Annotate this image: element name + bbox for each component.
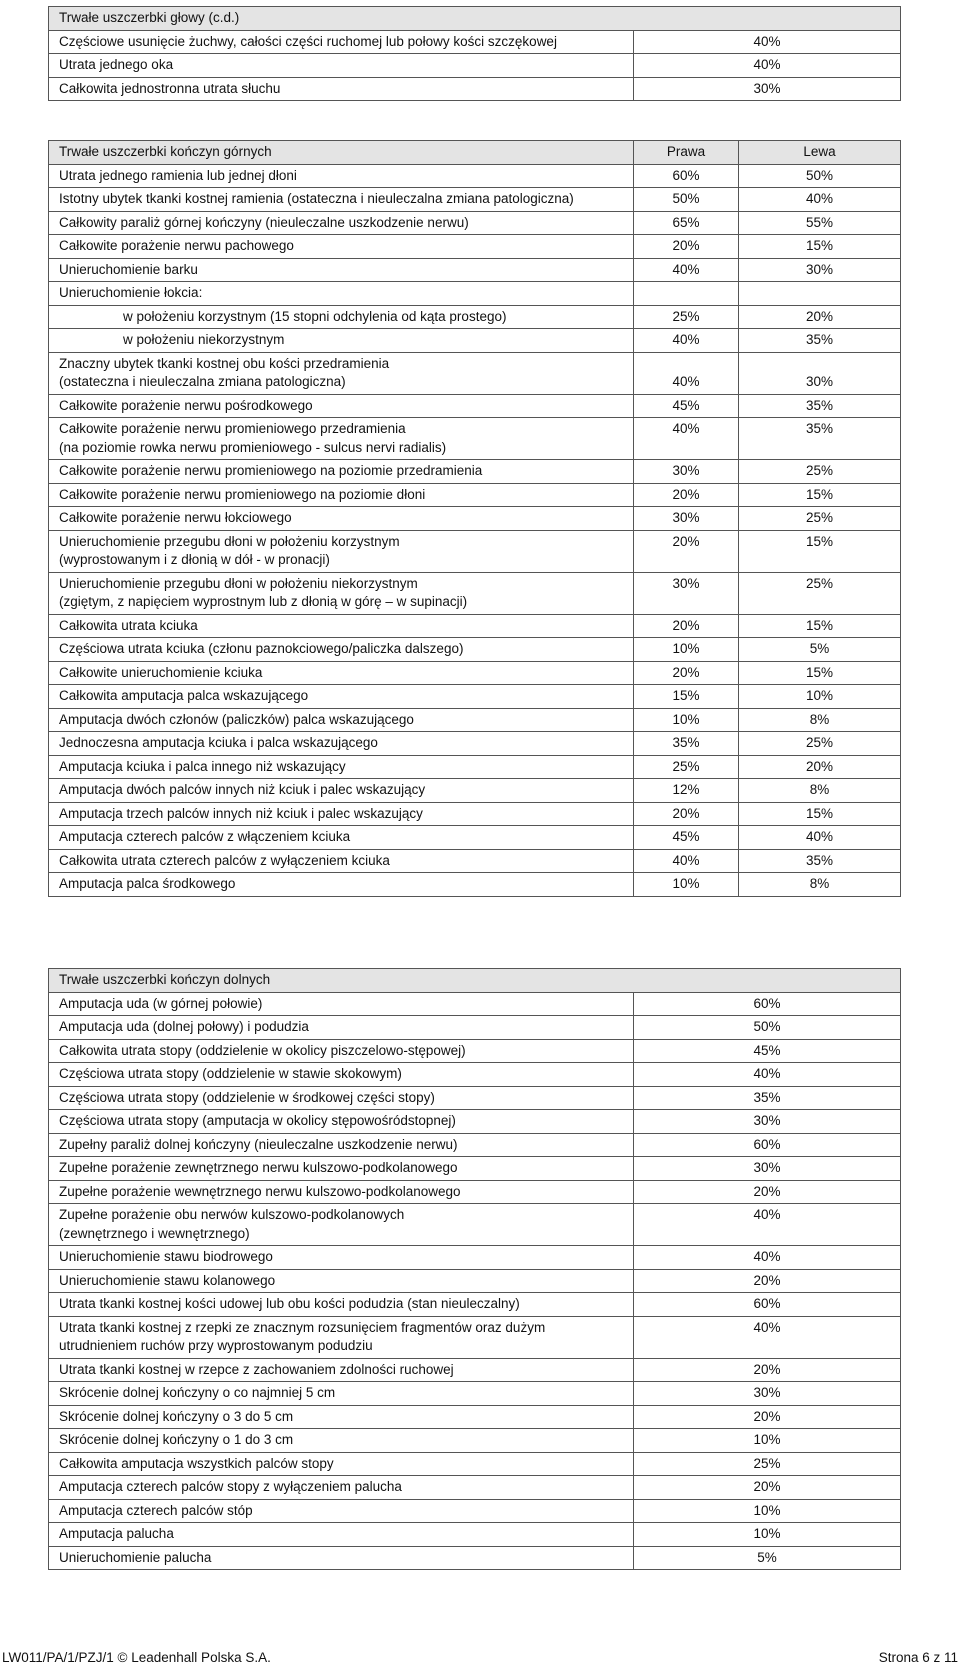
injury-description — [49, 1452, 634, 1476]
right-side-percentage: 20% — [634, 661, 739, 685]
column-header-right: Prawa — [634, 141, 739, 165]
injury-description — [49, 1133, 634, 1157]
injury-description — [49, 826, 634, 850]
injury-description — [49, 1110, 634, 1134]
left-side-percentage: 35% — [739, 418, 901, 460]
table-row — [49, 394, 901, 418]
injury-description — [49, 1546, 634, 1570]
row-label-text: Unieruchomienie palucha — [59, 1549, 212, 1565]
left-side-percentage: 15% — [739, 661, 901, 685]
injury-percentage: 60% — [634, 1293, 901, 1317]
right-side-percentage: 60% — [634, 164, 739, 188]
row-label-text: Całkowita amputacja palca wskazującego — [59, 688, 309, 703]
right-side-percentage: 30% — [634, 572, 739, 614]
injury-description — [49, 1523, 634, 1547]
injury-description — [49, 779, 634, 803]
injury-percentage: 20% — [634, 1269, 901, 1293]
injury-description — [49, 572, 634, 614]
injury-description — [49, 235, 634, 259]
row-label-text: Unieruchomienie przegubu dłoni w położeniu niekorzystnym — [59, 575, 418, 591]
row-label-text: Utrata tkanki kostnej z rzepki ze znacznym rozsunięciem fragmentów oraz dużym — [59, 1319, 546, 1335]
left-side-percentage: 20% — [739, 305, 901, 329]
left-side-percentage: 15% — [739, 802, 901, 826]
injury-description — [49, 1039, 634, 1063]
row-label-text: Całkowite porażenie nerwu pośrodkowego — [59, 397, 313, 413]
right-side-percentage: 20% — [634, 483, 739, 507]
injury-percentage: 30% — [634, 77, 901, 101]
table-row — [49, 1476, 901, 1500]
table-row — [49, 1499, 901, 1523]
section-title: Trwałe uszczerbki kończyn górnych — [49, 141, 634, 165]
injury-description — [49, 77, 634, 101]
injury-description — [49, 30, 634, 54]
injury-description — [49, 460, 634, 484]
injury-percentage: 50% — [634, 1016, 901, 1040]
injury-percentage: 5% — [634, 1546, 901, 1570]
right-side-percentage: 12% — [634, 779, 739, 803]
injury-description — [49, 54, 634, 78]
table-row — [49, 849, 901, 873]
left-side-percentage: 8% — [739, 779, 901, 803]
row-label-text: Amputacja kciuka i palca innego niż wskazujący — [59, 758, 346, 774]
table-row — [49, 258, 901, 282]
row-label-text: Amputacja czterech palców z włączeniem kciuka — [59, 829, 351, 844]
injury-description — [49, 1063, 634, 1087]
row-label-text: Znaczny ubytek tkanki kostnej obu kości przedramienia — [59, 355, 390, 371]
right-side-percentage: 25% — [634, 755, 739, 779]
injury-percentage: 10% — [634, 1499, 901, 1523]
row-label-continuation: (na poziomie rowka nerwu promieniowego - sulcus nervi radialis) — [59, 439, 447, 455]
injury-percentage: 40% — [634, 1316, 901, 1358]
right-side-percentage: 40% — [634, 418, 739, 460]
injury-description — [49, 873, 634, 897]
row-label-continuation: (ostateczna i nieuleczalna zmiana patologiczna) — [59, 374, 346, 389]
table-row — [49, 1269, 901, 1293]
injury-description — [49, 802, 634, 826]
injury-description — [49, 755, 634, 779]
row-label-continuation: utrudnieniem ruchów przy wyprostowanym podudziu — [59, 1338, 373, 1353]
table-row — [49, 282, 901, 306]
left-side-percentage: 5% — [739, 638, 901, 662]
injury-description — [49, 483, 634, 507]
injury-percentage: 20% — [634, 1405, 901, 1429]
right-side-percentage: 50% — [634, 188, 739, 212]
injury-description — [49, 164, 634, 188]
injury-description — [49, 732, 634, 756]
injury-description — [49, 394, 634, 418]
row-label-text: Całkowite porażenie nerwu pachowego — [59, 238, 294, 253]
document-reference: LW011/PA/1/PZJ/1 © Leadenhall Polska S.A. — [2, 1650, 271, 1665]
row-label-text: Całkowita amputacja wszystkich palców stopy — [59, 1455, 334, 1471]
left-side-percentage: 8% — [739, 873, 901, 897]
page-footer — [0, 1650, 960, 1668]
table-row — [49, 1382, 901, 1406]
right-side-percentage — [634, 282, 739, 306]
row-label-continuation: (zgiętym, z napięciem wyprostnym lub z dłonią w górę – w supinacji) — [59, 594, 468, 609]
upper-limbs-table — [48, 140, 901, 897]
injury-description — [49, 329, 634, 353]
injury-description — [49, 1476, 634, 1500]
injury-description — [49, 188, 634, 212]
table-row — [49, 732, 901, 756]
row-label-text: Skrócenie dolnej kończyny o 1 do 3 cm — [59, 1432, 294, 1447]
injury-percentage: 40% — [634, 30, 901, 54]
injury-percentage: 20% — [634, 1358, 901, 1382]
right-side-percentage: 30% — [634, 460, 739, 484]
table-row — [49, 1452, 901, 1476]
right-side-percentage: 20% — [634, 802, 739, 826]
right-side-percentage: 10% — [634, 708, 739, 732]
table-row — [49, 755, 901, 779]
row-label-text: Amputacja czterech palców stóp — [59, 1502, 253, 1518]
left-side-percentage: 15% — [739, 483, 901, 507]
injury-description — [49, 638, 634, 662]
injury-percentage: 45% — [634, 1039, 901, 1063]
left-side-percentage: 25% — [739, 460, 901, 484]
row-label-text: Amputacja palucha — [59, 1526, 174, 1541]
row-label-text: w położeniu korzystnym (15 stopni odchylenia od kąta prostego) — [123, 308, 507, 324]
row-label-text: Amputacja palca środkowego — [59, 876, 236, 891]
left-side-percentage: 15% — [739, 614, 901, 638]
injury-percentage: 60% — [634, 992, 901, 1016]
section-header-row — [49, 141, 901, 165]
injury-description — [49, 685, 634, 709]
table-row — [49, 1086, 901, 1110]
section-header-row — [49, 7, 901, 31]
row-label-text: Całkowita jednostronna utrata słuchu — [59, 80, 281, 96]
table-row — [49, 1133, 901, 1157]
injury-percentage: 30% — [634, 1382, 901, 1406]
left-side-percentage: 20% — [739, 755, 901, 779]
injury-percentage: 40% — [634, 1204, 901, 1246]
table-row — [49, 572, 901, 614]
table-row — [49, 826, 901, 850]
row-label-text: Amputacja dwóch członów (paliczków) palca wskazującego — [59, 711, 414, 727]
injury-description — [49, 992, 634, 1016]
injury-description — [49, 849, 634, 873]
injury-description — [49, 708, 634, 732]
row-label-text: Częściowa utrata kciuka (członu paznokciowego/paliczka dalszego) — [59, 641, 464, 656]
left-side-percentage: 8% — [739, 708, 901, 732]
right-side-percentage: 20% — [634, 614, 739, 638]
table-row — [49, 77, 901, 101]
table-row — [49, 211, 901, 235]
left-side-percentage: 15% — [739, 235, 901, 259]
injury-description — [49, 1293, 634, 1317]
table-row — [49, 507, 901, 531]
row-label-text: Amputacja trzech palców innych niż kciuk i palec wskazujący — [59, 805, 423, 821]
right-side-percentage: 10% — [634, 873, 739, 897]
table-row — [49, 483, 901, 507]
right-side-percentage: 65% — [634, 211, 739, 235]
injury-description — [49, 418, 634, 460]
table-row — [49, 1546, 901, 1570]
right-side-percentage: 15% — [634, 685, 739, 709]
row-label-text: Całkowite porażenie nerwu promieniowego na poziomie dłoni — [59, 486, 426, 502]
injury-description — [49, 352, 634, 394]
row-label-text: Częściowa utrata stopy (amputacja w okolicy stępowośródstopnej) — [59, 1113, 456, 1128]
right-side-percentage: 20% — [634, 235, 739, 259]
injury-percentage: 40% — [634, 1246, 901, 1270]
section-header-row — [49, 969, 901, 993]
injury-description — [49, 1269, 634, 1293]
table-row — [49, 1063, 901, 1087]
injury-description — [49, 507, 634, 531]
table-row — [49, 1039, 901, 1063]
table-row — [49, 802, 901, 826]
injury-description — [49, 1016, 634, 1040]
injury-percentage: 25% — [634, 1452, 901, 1476]
left-side-percentage: 25% — [739, 507, 901, 531]
table-row — [49, 352, 901, 394]
right-side-percentage: 45% — [634, 826, 739, 850]
injury-percentage: 60% — [634, 1133, 901, 1157]
right-side-percentage: 45% — [634, 394, 739, 418]
injury-description — [49, 1157, 634, 1181]
row-label-text: Zupełne porażenie obu nerwów kulszowo-podkolanowych — [59, 1207, 405, 1222]
table-row — [49, 460, 901, 484]
row-label-text: Unieruchomienie stawu biodrowego — [59, 1249, 273, 1264]
table-row — [49, 1180, 901, 1204]
injury-description — [49, 1180, 634, 1204]
table-row — [49, 1316, 901, 1358]
table-row — [49, 638, 901, 662]
left-side-percentage: 10% — [739, 685, 901, 709]
row-label-text: Amputacja uda (dolnej połowy) i podudzia — [59, 1019, 309, 1034]
page-number: Strona 6 z 11 — [878, 1650, 958, 1665]
injury-description — [49, 211, 634, 235]
injury-description — [49, 1405, 634, 1429]
table-row — [49, 1246, 901, 1270]
injury-description — [49, 1204, 634, 1246]
table-row — [49, 1110, 901, 1134]
injury-percentage: 20% — [634, 1476, 901, 1500]
row-label-continuation: (zewnętrznego i wewnętrznego) — [59, 1225, 250, 1241]
left-side-percentage: 35% — [739, 849, 901, 873]
right-side-percentage: 40% — [634, 352, 739, 394]
table-row — [49, 779, 901, 803]
table-row — [49, 992, 901, 1016]
injury-percentage: 30% — [634, 1110, 901, 1134]
table-row — [49, 1157, 901, 1181]
right-side-percentage: 10% — [634, 638, 739, 662]
injury-description — [49, 614, 634, 638]
table-row — [49, 708, 901, 732]
row-label-text: Częściowa utrata stopy (oddzielenie w środkowej części stopy) — [59, 1089, 435, 1105]
left-side-percentage: 35% — [739, 329, 901, 353]
injury-percentage: 10% — [634, 1523, 901, 1547]
left-side-percentage: 15% — [739, 530, 901, 572]
row-label-text: Unieruchomienie łokcia: — [59, 285, 203, 300]
table-row — [49, 30, 901, 54]
right-side-percentage: 20% — [634, 530, 739, 572]
injury-description — [49, 258, 634, 282]
row-label-text: Całkowite porażenie nerwu łokciowego — [59, 510, 292, 525]
left-side-percentage: 40% — [739, 188, 901, 212]
right-side-percentage: 25% — [634, 305, 739, 329]
injury-description — [49, 1086, 634, 1110]
injury-description — [49, 1429, 634, 1453]
table-row — [49, 1293, 901, 1317]
table-row — [49, 235, 901, 259]
left-side-percentage: 50% — [739, 164, 901, 188]
injury-percentage: 30% — [634, 1157, 901, 1181]
table-row — [49, 188, 901, 212]
right-side-percentage: 30% — [634, 507, 739, 531]
row-label-text: Całkowita utrata czterech palców z wyłączeniem kciuka — [59, 852, 390, 868]
table-row — [49, 1358, 901, 1382]
row-label-text: Utrata tkanki kostnej kości udowej lub obu kości podudzia (stan nieuleczalny) — [59, 1296, 520, 1311]
row-label-text: Istotny ubytek tkanki kostnej ramienia (ostateczna i nieuleczalna zmiana patologiczna) — [59, 191, 574, 206]
table-row — [49, 418, 901, 460]
table-row — [49, 1204, 901, 1246]
injury-description — [49, 530, 634, 572]
section-title: Trwałe uszczerbki kończyn dolnych — [49, 969, 901, 993]
left-side-percentage: 30% — [739, 258, 901, 282]
row-label-text: Jednoczesna amputacja kciuka i palca wskazującego — [59, 735, 378, 750]
section-title: Trwałe uszczerbki głowy (c.d.) — [49, 7, 901, 31]
row-label-text: Całkowite porażenie nerwu promieniowego przedramienia — [59, 421, 406, 436]
row-label-text: Utrata jednego oka — [59, 57, 174, 72]
table-row — [49, 661, 901, 685]
row-label-text: Unieruchomienie przegubu dłoni w położeniu korzystnym — [59, 533, 400, 549]
lower-limbs-table — [48, 968, 901, 1570]
injury-percentage: 10% — [634, 1429, 901, 1453]
table-row — [49, 614, 901, 638]
table-row — [49, 1429, 901, 1453]
row-label-text: Amputacja czterech palców stopy z wyłączeniem palucha — [59, 1479, 402, 1494]
row-label-continuation: (wyprostowanym i z dłonią w dół - w pronacji) — [59, 552, 330, 567]
row-label-text: Całkowite porażenie nerwu promieniowego na poziomie przedramienia — [59, 463, 483, 478]
injury-description — [49, 1382, 634, 1406]
row-label-text: Skrócenie dolnej kończyny o 3 do 5 cm — [59, 1408, 294, 1424]
injury-percentage: 20% — [634, 1180, 901, 1204]
right-side-percentage: 40% — [634, 849, 739, 873]
row-label-text: Całkowity paraliż górnej kończyny (nieuleczalne uszkodzenie nerwu) — [59, 214, 469, 230]
table-row — [49, 329, 901, 353]
row-label-text: Skrócenie dolnej kończyny o co najmniej 5 cm — [59, 1385, 336, 1400]
row-label-text: Utrata tkanki kostnej w rzepce z zachowaniem zdolności ruchowej — [59, 1361, 454, 1377]
right-side-percentage: 35% — [634, 732, 739, 756]
right-side-percentage: 40% — [634, 258, 739, 282]
left-side-percentage: 35% — [739, 394, 901, 418]
left-side-percentage: 30% — [739, 352, 901, 394]
left-side-percentage: 55% — [739, 211, 901, 235]
table-row — [49, 164, 901, 188]
injury-description — [49, 282, 634, 306]
left-side-percentage: 25% — [739, 572, 901, 614]
table-row — [49, 1016, 901, 1040]
row-label-text: Zupełne porażenie wewnętrznego nerwu kulszowo-podkolanowego — [59, 1183, 461, 1199]
right-side-percentage: 40% — [634, 329, 739, 353]
injury-description — [49, 305, 634, 329]
row-label-text: w położeniu niekorzystnym — [123, 332, 285, 347]
row-label-text: Zupełne porażenie zewnętrznego nerwu kulszowo-podkolanowego — [59, 1160, 458, 1175]
row-label-text: Całkowite unieruchomienie kciuka — [59, 664, 263, 680]
row-label-text: Zupełny paraliż dolnej kończyny (nieuleczalne uszkodzenie nerwu) — [59, 1136, 458, 1152]
row-label-text: Unieruchomienie stawu kolanowego — [59, 1272, 276, 1288]
table-row — [49, 1405, 901, 1429]
table-row — [49, 873, 901, 897]
table-row — [49, 685, 901, 709]
injury-percentage: 40% — [634, 1063, 901, 1087]
row-label-text: Amputacja dwóch palców innych niż kciuk i palec wskazujący — [59, 782, 426, 797]
left-side-percentage: 25% — [739, 732, 901, 756]
row-label-text: Całkowita utrata stopy (oddzielenie w okolicy piszczelowo-stępowej) — [59, 1042, 466, 1058]
injury-description — [49, 661, 634, 685]
row-label-text: Unieruchomienie barku — [59, 261, 198, 277]
table-row — [49, 54, 901, 78]
head-injuries-table — [48, 6, 901, 101]
table-row — [49, 530, 901, 572]
injury-description — [49, 1358, 634, 1382]
injury-description — [49, 1499, 634, 1523]
row-label-text: Całkowita utrata kciuka — [59, 617, 198, 633]
injury-description — [49, 1246, 634, 1270]
row-label-text: Częściowa utrata stopy (oddzielenie w stawie skokowym) — [59, 1066, 402, 1081]
table-row — [49, 305, 901, 329]
row-label-text: Amputacja uda (w górnej połowie) — [59, 995, 263, 1011]
left-side-percentage — [739, 282, 901, 306]
row-label-text: Utrata jednego ramienia lub jednej dłoni — [59, 167, 297, 183]
injury-description — [49, 1316, 634, 1358]
row-label-text: Częściowe usunięcie żuchwy, całości części ruchomej lub połowy kości szczękowej — [59, 33, 557, 49]
injury-percentage: 35% — [634, 1086, 901, 1110]
column-header-left: Lewa — [739, 141, 901, 165]
injury-percentage: 40% — [634, 54, 901, 78]
left-side-percentage: 40% — [739, 826, 901, 850]
table-row — [49, 1523, 901, 1547]
